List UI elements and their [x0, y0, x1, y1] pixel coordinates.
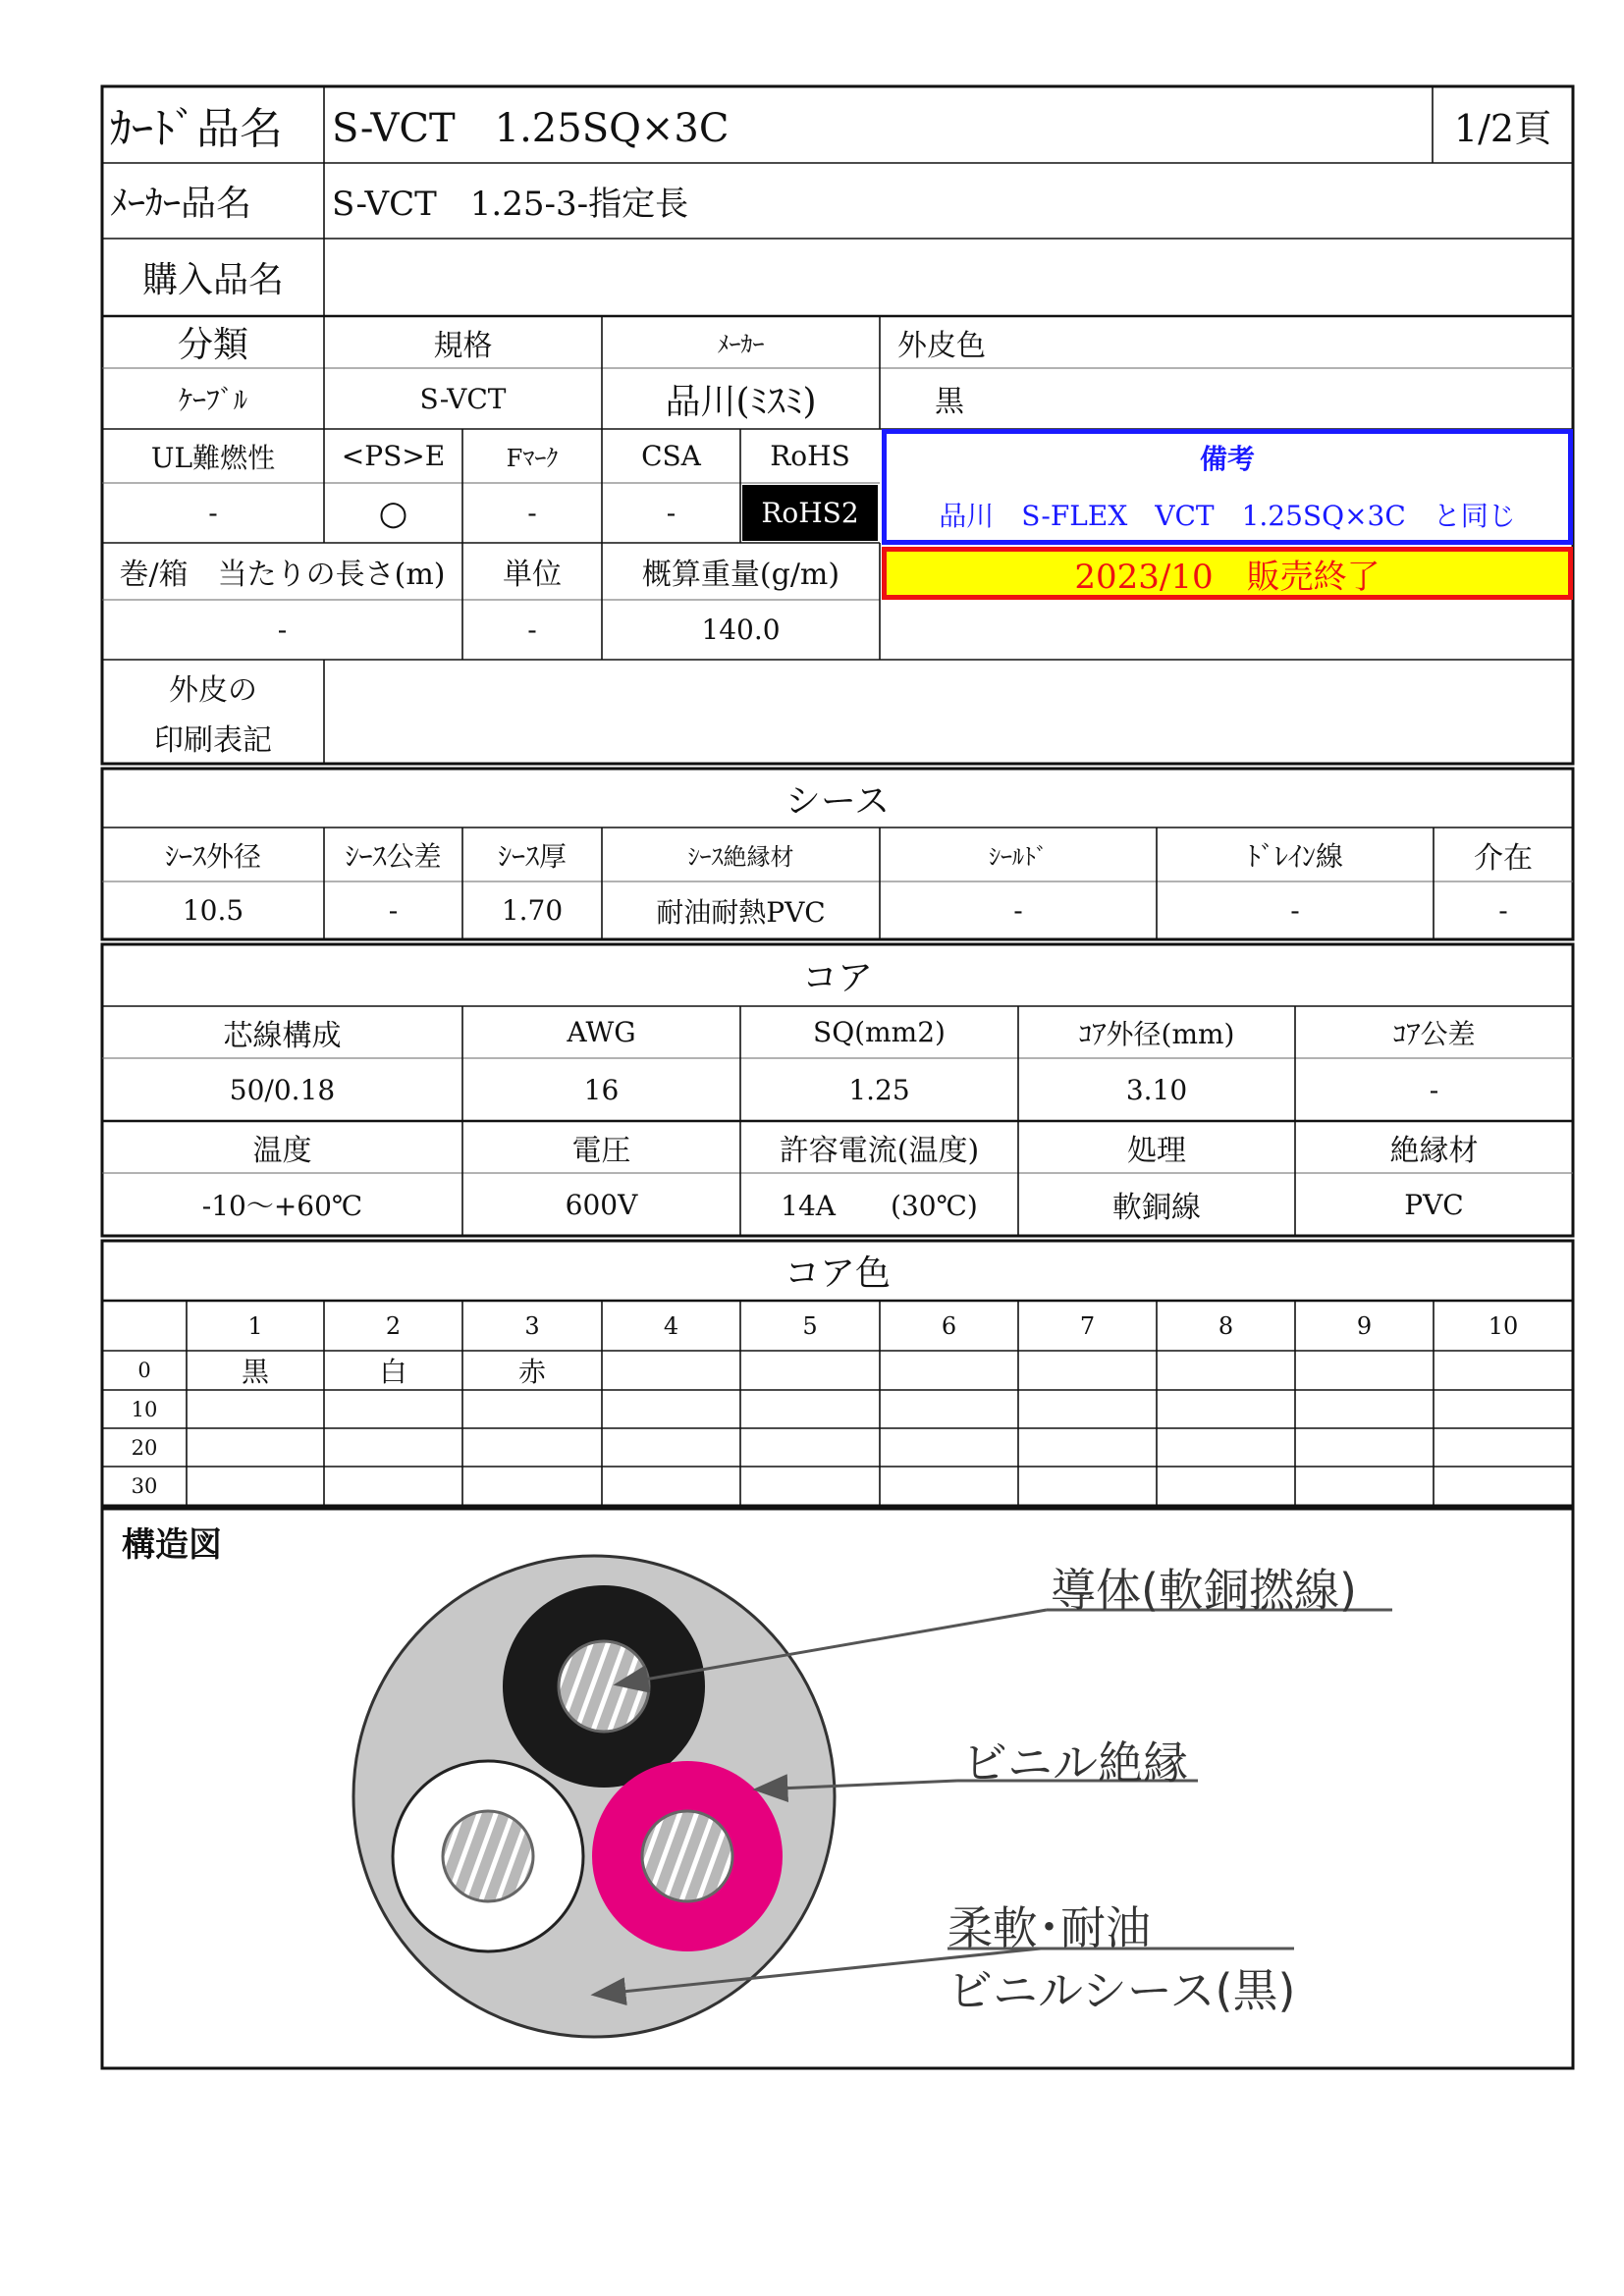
- sheath-tolerance-value: -: [388, 894, 399, 927]
- conductor-construction-header: 芯線構成: [223, 1018, 342, 1053]
- rohs-value: RoHS2: [742, 485, 878, 541]
- weight-value: 140.0: [701, 614, 781, 646]
- standard-value: S-VCT: [419, 382, 507, 415]
- core-color-row-label: 20: [131, 1435, 158, 1460]
- temperature-value: -10～+60℃: [201, 1190, 363, 1222]
- conductor-construction-value: 50/0.18: [229, 1073, 336, 1106]
- card-name-value: S-VCT 1.25SQ×3C: [332, 105, 730, 151]
- core-color-row-label: 0: [137, 1359, 151, 1382]
- unit-header: 単位: [503, 558, 562, 592]
- core-color-cell: 黒: [241, 1356, 269, 1388]
- core-color-col: 3: [524, 1311, 540, 1340]
- insulation-value: PVC: [1404, 1188, 1464, 1221]
- length-per-reel-value: -: [277, 614, 288, 646]
- core-color-col: 8: [1218, 1311, 1234, 1340]
- core-color-col: 5: [802, 1311, 818, 1340]
- standard-header: 規格: [433, 328, 493, 363]
- purchase-name-label: 購入品名: [141, 260, 284, 300]
- core-tolerance-header: ｺｱ公差: [1392, 1017, 1476, 1050]
- label-sheath-line1: 柔軟･耐油: [947, 1901, 1151, 1954]
- sq-header: SQ(mm2): [813, 1016, 946, 1048]
- core-tolerance-value: -: [1429, 1073, 1439, 1106]
- csa-value: -: [666, 497, 677, 529]
- awg-value: 16: [583, 1073, 620, 1106]
- treatment-header: 処理: [1127, 1133, 1186, 1168]
- treatment-value: 軟銅線: [1112, 1191, 1201, 1225]
- filler-value: -: [1498, 894, 1508, 927]
- unit-value: -: [527, 614, 537, 646]
- jacket-color-header: 外皮色: [897, 328, 986, 363]
- ul-flame-header: UL難燃性: [150, 441, 276, 474]
- label-insulation: ビニル絶縁: [962, 1736, 1188, 1789]
- ul-flame-value: -: [208, 497, 218, 529]
- allowable-current-header: 許容電流(温度): [779, 1133, 980, 1168]
- core-color-col: 4: [663, 1311, 679, 1340]
- drain-wire-header: ﾄﾞﾚｲﾝ線: [1246, 839, 1343, 873]
- conductor-red: [642, 1811, 732, 1901]
- voltage-header: 電圧: [571, 1133, 631, 1168]
- shield-header: ｼｰﾙﾄﾞ: [989, 843, 1048, 871]
- maker-name-label: ﾒｰｶｰ品名: [110, 184, 252, 224]
- print-label-line2: 印刷表記: [154, 723, 272, 758]
- core-color-title: コア色: [784, 1254, 891, 1294]
- cable-drawing: [353, 1556, 835, 2037]
- conductor-white: [443, 1811, 533, 1901]
- insulation-header: 絶縁材: [1389, 1133, 1479, 1168]
- core-color-col: 7: [1079, 1311, 1096, 1340]
- sheath-title: シース: [785, 780, 891, 822]
- sheath-material-header: ｼｰｽ絶縁材: [687, 843, 794, 871]
- voltage-value: 600V: [565, 1188, 638, 1221]
- core-title: コア: [801, 958, 873, 998]
- rohs-header: RoHS: [770, 440, 850, 472]
- maker-name-value: S-VCT 1.25-3-指定長: [332, 185, 689, 224]
- allowable-current-value: 14A (30℃): [781, 1190, 978, 1222]
- awg-header: AWG: [567, 1016, 636, 1048]
- f-mark-header: Fﾏｰｸ: [506, 445, 559, 472]
- core-color-col: 2: [385, 1311, 402, 1340]
- core-color-row-label: 30: [131, 1474, 158, 1498]
- remarks-text: 品川 S-FLEX VCT 1.25SQ×3C と同じ: [939, 500, 1516, 532]
- conductor-black: [559, 1641, 649, 1732]
- remarks-label: 備考: [1199, 443, 1255, 475]
- core-color-cell: 赤: [517, 1356, 546, 1388]
- f-mark-value: -: [527, 497, 537, 529]
- length-per-reel-header: 巻/箱 当たりの長さ(m): [119, 558, 446, 592]
- weight-header: 概算重量(g/m): [641, 558, 840, 592]
- jacket-color-value: 黒: [935, 385, 964, 419]
- shield-value: -: [1013, 894, 1023, 927]
- drain-wire-value: -: [1290, 894, 1300, 927]
- discontinued-status: 2023/10 販売終了: [882, 547, 1573, 600]
- core-color-cell: 白: [379, 1356, 407, 1388]
- sheath-thickness-value: 1.70: [501, 894, 564, 927]
- csa-header: CSA: [641, 440, 701, 472]
- temperature-header: 温度: [252, 1133, 312, 1168]
- sq-value: 1.25: [848, 1073, 910, 1106]
- classification-header: 分類: [177, 325, 248, 365]
- core-color-col: 10: [1488, 1311, 1519, 1340]
- core-od-value: 3.10: [1125, 1073, 1188, 1106]
- core-color-row-label: 10: [131, 1397, 158, 1421]
- maker-header: ﾒｰｶｰ: [717, 331, 765, 358]
- core-color-col: 9: [1356, 1311, 1373, 1340]
- pse-value: ○: [378, 493, 408, 533]
- sheath-od-header: ｼｰｽ外径: [164, 839, 261, 873]
- card-name-label: ｶｰﾄﾞ品名: [110, 104, 283, 154]
- maker-value: 品川(ﾐｽﾐ): [665, 381, 817, 422]
- sheath-od-value: 10.5: [182, 894, 244, 927]
- page-number: 1/2頁: [1453, 106, 1552, 150]
- label-sheath-line2: ビニルシース(黒): [947, 1964, 1296, 2017]
- filler-header: 介在: [1474, 840, 1533, 876]
- label-conductor: 導体(軟銅撚線): [1051, 1564, 1357, 1617]
- sheath-thickness-header: ｼｰｽ厚: [497, 839, 567, 873]
- core-color-col: 6: [941, 1311, 957, 1340]
- core-od-header: ｺｱ外径(mm): [1078, 1017, 1235, 1050]
- classification-value: ｹｰﾌﾞﾙ: [178, 384, 247, 416]
- sheath-material-value: 耐油耐熱PVC: [656, 895, 826, 929]
- sheath-tolerance-header: ｼｰｽ公差: [345, 839, 442, 873]
- structure-title: 構造図: [122, 1525, 222, 1565]
- print-label-line1: 外皮の: [169, 673, 257, 708]
- pse-header: <PS>E: [341, 440, 446, 472]
- core-color-col: 1: [247, 1311, 263, 1340]
